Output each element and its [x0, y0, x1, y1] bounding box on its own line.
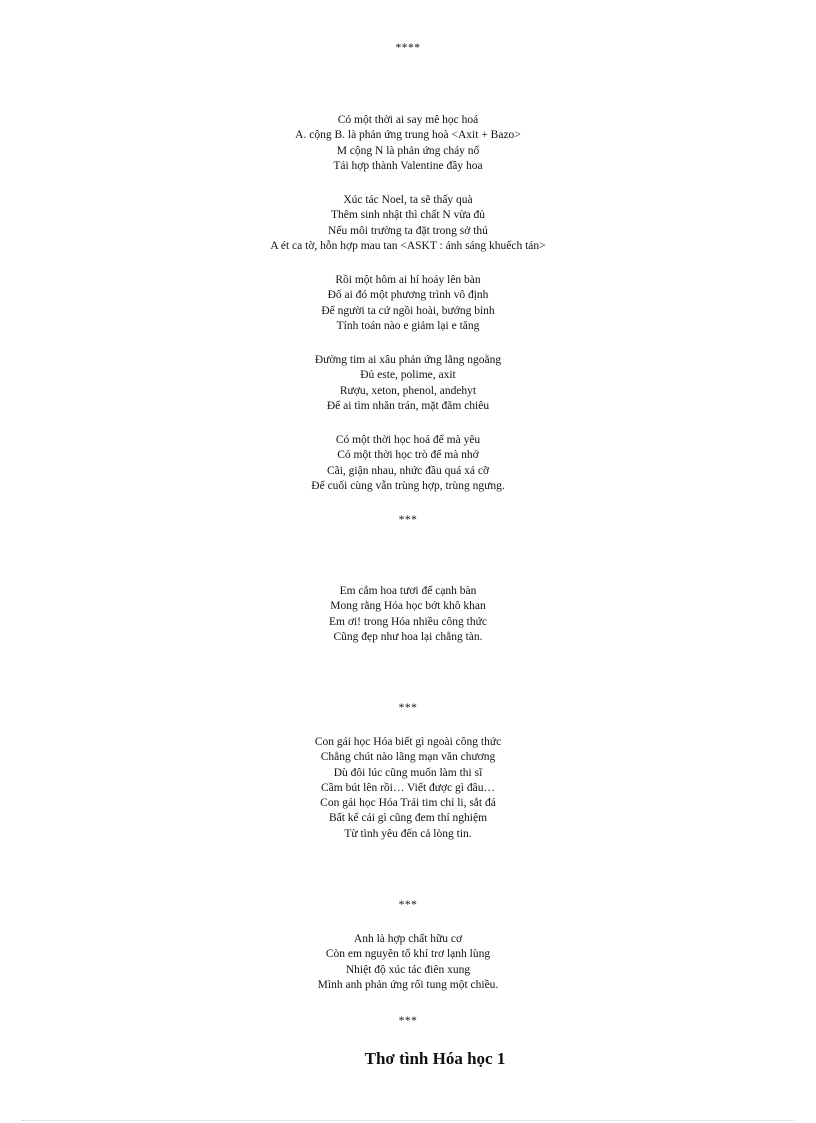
stanza-2 — [0, 193, 816, 254]
poem-line: Tính toán nào e giảm lại e tăng — [336, 319, 480, 332]
poem-line: Em cắm hoa tươi để cạnh bàn — [339, 585, 477, 597]
poem-line: Dù đôi lúc cũng muốn làm thi sĩ — [333, 766, 483, 779]
poem-line: Anh là hợp chất hữu cơ — [353, 933, 463, 945]
poem-line: Xúc tác Noel, ta sẽ thấy quà — [343, 194, 473, 206]
stanza-3 — [0, 273, 816, 334]
poem-line: Đố ai đó một phương trình vô định — [327, 289, 489, 302]
separator-top: **** — [395, 42, 421, 54]
poem-line: Từ tình yêu đến cả lòng tin. — [344, 827, 472, 840]
poem-line: M cộng N là phản ứng cháy nổ — [336, 144, 480, 157]
poem-line: Đường tim ai xâu phản ứng lằng ngoằng — [314, 354, 502, 366]
separator-3: *** — [398, 899, 418, 911]
stanza-5 — [0, 433, 816, 494]
poem-line: Để người ta cứ ngồi hoài, bướng bỉnh — [321, 304, 495, 317]
separator-1: *** — [398, 514, 418, 526]
poem-line: Đủ este, polime, axit — [360, 369, 456, 382]
poem-line: Để ai tìm nhăn trán, mặt đăm chiêu — [326, 399, 490, 412]
poem-line: A ét ca tờ, hỗn hợp mau tan <ASKT : ánh sáng khuếch tán> — [270, 239, 546, 252]
poem-line: Mình anh phản ứng rối tung một chiều. — [317, 978, 499, 991]
separator-2: *** — [398, 702, 418, 714]
poem-line: Chẳng chút nào lãng mạn văn chương — [320, 751, 496, 764]
poem-line: Rồi một hôm ai hí hoáy lên bàn — [335, 274, 481, 286]
stanza-6 — [0, 584, 816, 645]
stanza-4 — [0, 353, 816, 414]
page-bottom-divider — [22, 1120, 794, 1121]
poem-line: Nhiệt độ xúc tác điên xung — [345, 963, 471, 976]
stanza-8 — [0, 932, 816, 993]
poem-line: Có một thời học trò để mà nhớ — [337, 449, 479, 462]
poem-line: Con gái học Hóa biết gì ngoài công thức — [314, 736, 502, 748]
poem-line: A. cộng B. là phản ứng trung hoà <Axit + Bazo> — [295, 129, 521, 142]
poem-line: Nếu môi trường ta đặt trong sở thú — [328, 224, 488, 237]
poem-line: Cãi, giận nhau, nhức đầu quá xá cỡ — [326, 464, 490, 477]
poem-line: Để cuối cùng vẫn trùng hợp, trùng ngưng. — [311, 479, 505, 492]
poem-line: Còn em nguyên tố khí trơ lạnh lùng — [325, 948, 491, 961]
separator-4: *** — [398, 1015, 418, 1027]
document-title: Thơ tình Hóa học 1 — [364, 1049, 506, 1068]
poem-line: Có một thời ai say mê học hoá — [337, 114, 479, 126]
stanza-1 — [0, 113, 816, 174]
poem-line: Rượu, xeton, phenol, andehyt — [339, 384, 477, 397]
poem-line: Con gái học Hóa Trái tim chỉ li, sắt đá — [320, 797, 496, 810]
poem-line: Em ơi! trong Hóa nhiều công thức — [329, 615, 487, 628]
poem-line: Cũng đẹp như hoa lại chẳng tàn. — [333, 630, 483, 643]
poem-line: Bất kể cái gì cũng đem thí nghiệm — [328, 812, 488, 825]
poem-line: Cầm bút lên rồi… Viết được gì đâu… — [321, 781, 495, 794]
poem-line: Thêm sinh nhật thì chất N vừa đủ — [330, 209, 486, 222]
stanza-7 — [0, 735, 816, 842]
poem-line: Mong rằng Hóa học bớt khô khan — [330, 600, 486, 613]
poem-line: Tái hợp thành Valentine đầy hoa — [333, 159, 483, 172]
poem-line: Có một thời học hoá để mà yêu — [335, 434, 481, 446]
